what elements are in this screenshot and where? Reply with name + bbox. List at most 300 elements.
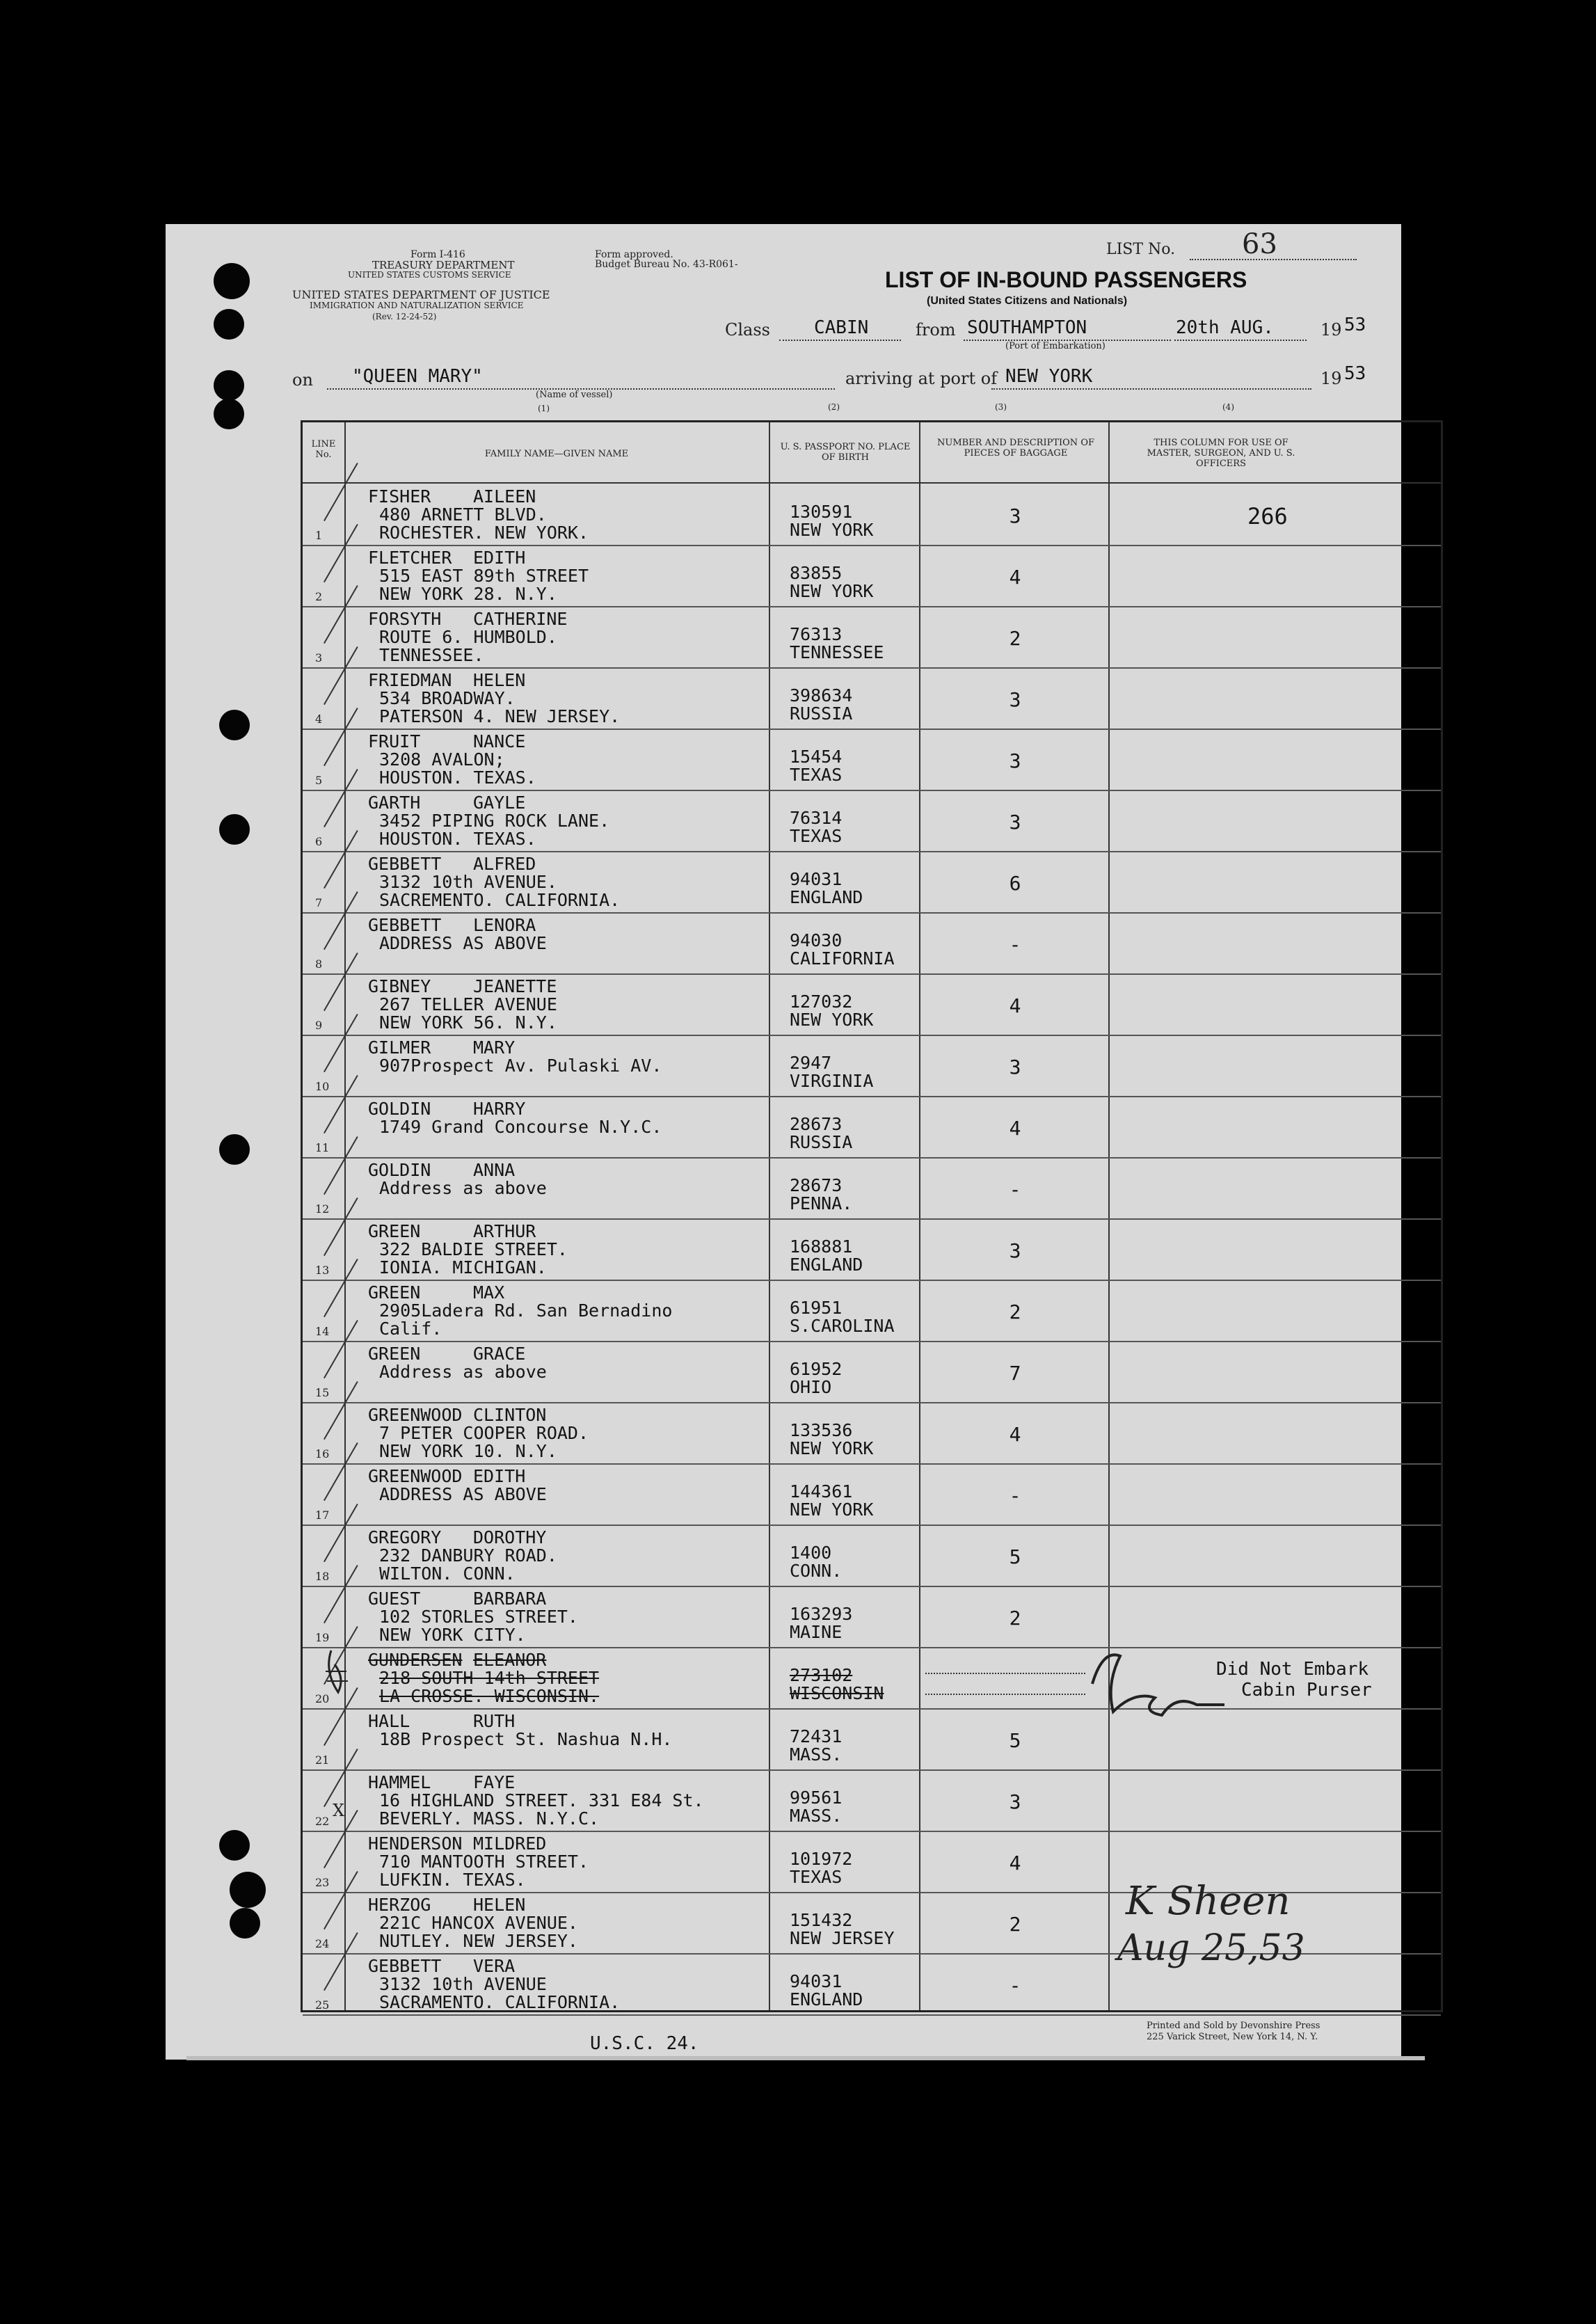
baggage-cell [920, 1096, 1110, 1157]
passport-number: 99561 [790, 1788, 843, 1808]
binder-hole [219, 1830, 250, 1861]
address-line-1: 515 EAST 89th STREET [379, 566, 589, 586]
cabin-purser-note: Cabin Purser [1241, 1680, 1372, 1701]
address-line-1: 2905Ladera Rd. San Bernadino [379, 1300, 673, 1321]
line-number: 1 [315, 529, 323, 542]
family-name: FISHER [368, 486, 431, 507]
address-line-1: ROUTE 6. HUMBOLD. [379, 627, 557, 647]
address-line-1: 232 DANBURY ROAD. [379, 1545, 557, 1566]
line-number: 7 [315, 896, 323, 909]
given-name: FAYE [473, 1772, 516, 1792]
place-of-birth: PENNA. [790, 1193, 853, 1213]
binder-hole [214, 263, 250, 299]
address-line-2: ROCHESTER. NEW YORK. [379, 523, 589, 543]
header-name: FAMILY NAME—GIVEN NAME [484, 449, 629, 459]
address-line-1: ADDRESS AS ABOVE [379, 1484, 547, 1504]
baggage-cell [920, 1892, 1110, 1953]
table-row [303, 1586, 1441, 1648]
address-line-1: Address as above [379, 1178, 547, 1198]
table-row [303, 1402, 1441, 1465]
given-name: ELEANOR [473, 1650, 547, 1670]
line-number: 2 [315, 590, 323, 603]
place-of-birth: NEW YORK [790, 1438, 874, 1458]
given-name: DOROTHY [473, 1527, 547, 1547]
baggage-cell [920, 545, 1110, 606]
address-line-2: SACREMENTO. CALIFORNIA. [379, 890, 621, 910]
col-number-2: (2) [828, 402, 840, 412]
baggage-count: 2 [1009, 1913, 1021, 1936]
passport-number: 28673 [790, 1175, 843, 1195]
baggage-cell [920, 973, 1110, 1035]
baggage-cell [920, 851, 1110, 912]
family-name: GEBBETT [368, 1956, 442, 1976]
page-title: LIST OF IN-BOUND PASSENGERS [885, 267, 1247, 292]
address-line-1: 3132 10th AVENUE. [379, 872, 557, 892]
place-of-birth: CONN. [790, 1561, 843, 1581]
address-line-2: NEW YORK 10. N.Y. [379, 1441, 557, 1461]
family-name: GREENWOOD [368, 1466, 463, 1486]
place-of-birth: MASS. [790, 1806, 843, 1826]
family-name: FORSYTH [368, 609, 442, 629]
binder-hole [214, 399, 244, 429]
given-name: MAX [473, 1282, 505, 1303]
given-name: HELEN [473, 1895, 526, 1915]
passport-number: 101972 [790, 1849, 853, 1869]
baggage-count: - [1009, 1974, 1021, 1997]
address-line-1: ADDRESS AS ABOVE [379, 933, 547, 953]
baggage-cell [920, 1647, 1110, 1708]
printer-line-2: 225 Varick Street, New York 14, N. Y. [1147, 2032, 1318, 2042]
passport-number: 76314 [790, 808, 843, 828]
table-row [303, 1525, 1441, 1587]
line-number: 18 [315, 1570, 330, 1583]
binder-hole [214, 370, 244, 401]
baggage-cell [920, 1035, 1110, 1096]
passport-number: 83855 [790, 563, 843, 583]
table-row [303, 1341, 1441, 1403]
address-line-2: NEW YORK CITY. [379, 1625, 526, 1645]
line-number: 19 [315, 1631, 330, 1644]
given-name: VERA [473, 1956, 516, 1976]
given-name: NANCE [473, 731, 526, 751]
port-line [991, 388, 1311, 390]
baggage-cell [920, 1586, 1110, 1647]
baggage-cell [920, 1341, 1110, 1402]
row22-x-mark: X [333, 1801, 345, 1820]
address-line-1: 1749 Grand Concourse N.Y.C. [379, 1117, 662, 1137]
place-of-birth: MAINE [790, 1622, 843, 1642]
table-row [303, 545, 1441, 607]
arriving-label: arriving at port of [845, 369, 998, 388]
family-name: GARTH [368, 793, 421, 813]
form-number: Form I-416 [410, 249, 465, 260]
vessel-caption: (Name of vessel) [536, 390, 613, 400]
line-number: 22 [315, 1815, 330, 1828]
passport-number: 127032 [790, 992, 853, 1012]
given-name: CLINTON [473, 1405, 547, 1425]
baggage-count: 4 [1009, 994, 1021, 1017]
baggage-count: - [1009, 1484, 1021, 1507]
family-name: FLETCHER [368, 548, 452, 568]
line-number: 11 [315, 1141, 330, 1154]
binder-hole [230, 1872, 266, 1908]
not-embark-dots [925, 1694, 1085, 1695]
place-of-birth: NEW YORK [790, 581, 874, 601]
address-line-1: 322 BALDIE STREET. [379, 1239, 568, 1259]
passport-number: 133536 [790, 1420, 853, 1440]
budget-bureau: Budget Bureau No. 43-R061- [595, 259, 738, 270]
passport-number: 2947 [790, 1053, 832, 1073]
place-of-birth: NEW YORK [790, 520, 874, 540]
given-name: EDITH [473, 1466, 526, 1486]
passport-number: 163293 [790, 1604, 853, 1624]
address-line-1: 480 ARNETT BLVD. [379, 504, 547, 525]
given-name: LENORA [473, 915, 536, 935]
place-of-birth: ENGLAND [790, 887, 863, 907]
family-name: GREEN [368, 1344, 421, 1364]
address-line-1: 221C HANCOX AVENUE. [379, 1913, 578, 1933]
list-no-label: LIST No. [1106, 241, 1176, 258]
baggage-count: 3 [1009, 1056, 1021, 1079]
given-name: JEANETTE [473, 976, 557, 996]
line-number: 14 [315, 1325, 330, 1338]
binder-hole [219, 1134, 250, 1165]
baggage-count: 3 [1009, 811, 1021, 834]
officer-signature-date: Aug 25,53 [1117, 1927, 1305, 1969]
place-of-birth: WISCONSIN [790, 1683, 884, 1703]
revision: (Rev. 12-24-52) [372, 312, 437, 321]
line-number: 17 [315, 1509, 330, 1522]
baggage-count: 3 [1009, 504, 1021, 527]
table-row [303, 1769, 1441, 1832]
from-label: from [916, 320, 956, 340]
date-value: 20th AUG. [1176, 317, 1274, 338]
family-name: GILMER [368, 1037, 431, 1058]
table-row [303, 667, 1441, 730]
line-number: 24 [315, 1937, 330, 1950]
baggage-count: 3 [1009, 688, 1021, 711]
family-name: FRIEDMAN [368, 670, 452, 690]
family-name: GUEST [368, 1589, 421, 1609]
year-prefix: 19 [1320, 320, 1342, 340]
address-line-1: 907Prospect Av. Pulaski AV. [379, 1056, 662, 1076]
baggage-count: 5 [1009, 1729, 1021, 1752]
place-of-birth: RUSSIA [790, 1132, 853, 1152]
family-name: HERZOG [368, 1895, 431, 1915]
not-embark-dots [925, 1673, 1085, 1674]
table-row [303, 606, 1441, 669]
baggage-count: 2 [1009, 1607, 1021, 1630]
usc-number: U.S.C. 24. [590, 2033, 699, 2054]
baggage-cell [920, 1953, 1110, 2014]
address-line-2: Calif. [379, 1319, 442, 1339]
date-line [1174, 340, 1307, 341]
baggage-cell [920, 1280, 1110, 1341]
address-line-2: NUTLEY. NEW JERSEY. [379, 1931, 578, 1951]
address-line-1: 218 SOUTH 14th STREET [379, 1668, 600, 1688]
address-line-2: TENNESSEE. [379, 645, 484, 665]
table-row [303, 1035, 1441, 1097]
line-number: 6 [315, 835, 323, 848]
given-name: RUTH [473, 1711, 516, 1731]
col-number-3: (3) [995, 402, 1007, 412]
given-name: ANNA [473, 1160, 516, 1180]
family-name: GEBBETT [368, 854, 442, 874]
family-name: GEBBETT [368, 915, 442, 935]
place-of-birth: VIRGINIA [790, 1071, 874, 1091]
baggage-count: 7 [1009, 1362, 1021, 1385]
baggage-count: 2 [1009, 627, 1021, 650]
passenger-table [301, 420, 1443, 2012]
table-row [303, 1157, 1441, 1220]
address-line-1: 7 PETER COOPER ROAD. [379, 1423, 589, 1443]
port-of-embarkation-caption: (Port of Embarkation) [1005, 341, 1106, 351]
address-line-2: LUFKIN. TEXAS. [379, 1870, 526, 1890]
baggage-cell [920, 790, 1110, 851]
line-number: 25 [315, 1998, 330, 2012]
customs-service: UNITED STATES CUSTOMS SERVICE [348, 270, 511, 280]
arrival-port: NEW YORK [1005, 366, 1093, 387]
passport-number: 94030 [790, 930, 843, 950]
line-number: 20 [315, 1692, 330, 1705]
table-row [303, 1280, 1441, 1342]
given-name: GRACE [473, 1344, 526, 1364]
address-line-1: 534 BROADWAY. [379, 688, 516, 708]
line-number: 10 [315, 1080, 330, 1093]
family-name: GREGORY [368, 1527, 442, 1547]
family-name: HENDERSON [368, 1833, 463, 1854]
family-name: FRUIT [368, 731, 421, 751]
baggage-cell [920, 606, 1110, 667]
line-number: 23 [315, 1876, 330, 1889]
given-name: BARBARA [473, 1589, 547, 1609]
line-number: 16 [315, 1447, 330, 1461]
address-line-1: Address as above [379, 1362, 547, 1382]
place-of-birth: NEW JERSEY [790, 1928, 895, 1948]
family-name: GIBNEY [368, 976, 431, 996]
binder-hole [219, 814, 250, 845]
line-number: 13 [315, 1264, 330, 1277]
from-value: SOUTHAMPTON [967, 317, 1087, 338]
passport-number: 28673 [790, 1114, 843, 1134]
address-line-1: 3132 10th AVENUE [379, 1974, 547, 1994]
sheet-edge [186, 2056, 1425, 2060]
address-line-2: HOUSTON. TEXAS. [379, 767, 536, 788]
place-of-birth: OHIO [790, 1377, 832, 1397]
header-line-no: LINE No. [311, 439, 336, 460]
baggage-cell [920, 1831, 1110, 1892]
passport-number: 168881 [790, 1236, 853, 1257]
place-of-birth: TENNESSEE [790, 642, 884, 662]
table-row [303, 1463, 1441, 1526]
family-name: GOLDIN [368, 1099, 431, 1119]
baggage-cell [920, 912, 1110, 973]
passport-number: 15454 [790, 747, 843, 767]
table-row [303, 1096, 1441, 1159]
given-name: CATHERINE [473, 609, 568, 629]
address-line-2: BEVERLY. MASS. N.Y.C. [379, 1808, 600, 1829]
table-row [303, 912, 1441, 975]
baggage-count: 4 [1009, 566, 1021, 589]
binder-hole [219, 710, 250, 740]
table-row [303, 790, 1441, 852]
table-row [303, 1218, 1441, 1281]
page-subtitle: (United States Citizens and Nationals) [927, 295, 1128, 307]
baggage-cell [920, 1769, 1110, 1831]
printer-line-1: Printed and Sold by Devonshire Press [1147, 2021, 1320, 2031]
family-name: GUNDERSEN [368, 1650, 463, 1670]
given-name: MILDRED [473, 1833, 547, 1854]
did-not-embark-note: Did Not Embark [1216, 1659, 1369, 1680]
list-no-line [1190, 259, 1357, 260]
baggage-count: - [1009, 933, 1021, 956]
class-line [779, 340, 901, 341]
list-no-value: 63 [1242, 228, 1277, 260]
address-line-1: 267 TELLER AVENUE [379, 994, 557, 1014]
place-of-birth: TEXAS [790, 765, 843, 785]
baggage-count: 5 [1009, 1545, 1021, 1568]
place-of-birth: NEW YORK [790, 1010, 874, 1030]
given-name: HELEN [473, 670, 526, 690]
line-number: 12 [315, 1202, 330, 1216]
passport-number: 273102 [790, 1665, 853, 1685]
given-name: HARRY [473, 1099, 526, 1119]
baggage-count: - [1009, 1178, 1021, 1201]
passport-number: 94031 [790, 869, 843, 889]
treasury-dept: TREASURY DEPARTMENT [372, 259, 515, 271]
year2-prefix: 19 [1320, 369, 1342, 388]
line-number: 3 [315, 651, 323, 664]
binder-hole [214, 309, 244, 340]
baggage-cell [920, 1525, 1110, 1586]
place-of-birth: NEW YORK [790, 1499, 874, 1520]
place-of-birth: CALIFORNIA [790, 948, 895, 969]
line-number: 8 [315, 957, 323, 971]
baggage-count: 4 [1009, 1117, 1021, 1140]
passport-number: 61952 [790, 1359, 843, 1379]
passport-number: 94031 [790, 1971, 843, 1991]
address-line-2: PATERSON 4. NEW JERSEY. [379, 706, 621, 726]
on-label: on [292, 370, 313, 390]
address-line-2: WILTON. CONN. [379, 1563, 516, 1584]
form-approved: Form approved. [595, 249, 673, 260]
passport-number: 1400 [790, 1543, 832, 1563]
place-of-birth: ENGLAND [790, 1255, 863, 1275]
year2-value: 53 [1344, 363, 1366, 384]
address-line-1: 18B Prospect St. Nashua N.H. [379, 1729, 673, 1749]
baggage-count: 6 [1009, 872, 1021, 895]
baggage-count: 3 [1009, 749, 1021, 772]
table-row [303, 851, 1441, 914]
col-number-4: (4) [1222, 402, 1234, 412]
given-name: AILEEN [473, 486, 536, 507]
address-line-2: SACRAMENTO. CALIFORNIA. [379, 1992, 621, 2012]
baggage-cell [920, 1708, 1110, 1769]
address-line-2: NEW YORK 28. N.Y. [379, 584, 557, 604]
binder-hole [230, 1908, 260, 1939]
address-line-1: 102 STORLES STREET. [379, 1607, 578, 1627]
passport-number: 130591 [790, 502, 853, 522]
passport-number: 398634 [790, 685, 853, 706]
officer-number: 266 [1247, 503, 1288, 530]
baggage-count: 3 [1009, 1790, 1021, 1813]
baggage-cell [920, 1463, 1110, 1525]
table-row [303, 1708, 1441, 1771]
class-value: CABIN [814, 317, 869, 338]
address-line-1: 16 HIGHLAND STREET. 331 E84 St. [379, 1790, 704, 1810]
baggage-cell [920, 484, 1110, 545]
baggage-cell [920, 1402, 1110, 1463]
line-number: 9 [315, 1019, 323, 1032]
family-name: HAMMEL [368, 1772, 431, 1792]
given-name: EDITH [473, 548, 526, 568]
line-number: 5 [315, 774, 323, 787]
given-name: ARTHUR [473, 1221, 536, 1241]
given-name: GAYLE [473, 793, 526, 813]
family-name: GOLDIN [368, 1160, 431, 1180]
line-number: 21 [315, 1753, 330, 1767]
officer-signature: K Sheen [1126, 1879, 1291, 1924]
given-name: ALFRED [473, 854, 536, 874]
baggage-count: 2 [1009, 1300, 1021, 1323]
baggage-count: 3 [1009, 1239, 1021, 1262]
passport-number: 61951 [790, 1298, 843, 1318]
passport-number: 151432 [790, 1910, 853, 1930]
check-tick [324, 463, 358, 521]
line-number: 15 [315, 1386, 330, 1399]
address-line-1: 3452 PIPING ROCK LANE. [379, 811, 610, 831]
given-name: MARY [473, 1037, 516, 1058]
header-baggage: NUMBER AND DESCRIPTION OF PIECES OF BAGGAGE [936, 438, 1094, 459]
header-passport: U. S. PASSPORT NO. PLACE OF BIRTH [780, 442, 911, 463]
immigration-service: IMMIGRATION AND NATURALIZATION SERVICE [310, 301, 524, 310]
place-of-birth: MASS. [790, 1744, 843, 1765]
address-line-2: LA CROSSE. WISCONSIN. [379, 1686, 600, 1706]
address-line-1: 3208 AVALON; [379, 749, 505, 770]
passport-number: 72431 [790, 1726, 843, 1746]
address-line-2: HOUSTON. TEXAS. [379, 829, 536, 849]
place-of-birth: TEXAS [790, 826, 843, 846]
baggage-count: 4 [1009, 1852, 1021, 1875]
baggage-cell [920, 667, 1110, 729]
address-line-1: 710 MANTOOTH STREET. [379, 1852, 589, 1872]
header-officers: THIS COLUMN FOR USE OF MASTER, SURGEON, AND U. S. OFFICERS [1147, 438, 1295, 469]
year-value: 53 [1344, 315, 1366, 335]
baggage-count: 4 [1009, 1423, 1021, 1446]
baggage-cell [920, 1157, 1110, 1218]
vessel-name: "QUEEN MARY" [352, 366, 483, 387]
table-row [303, 729, 1441, 791]
family-name: GREEN [368, 1221, 421, 1241]
baggage-cell [920, 1218, 1110, 1280]
family-name: HALL [368, 1711, 410, 1731]
family-name: GREEN [368, 1282, 421, 1303]
passport-number: 76313 [790, 624, 843, 644]
class-label: Class [725, 320, 770, 340]
place-of-birth: TEXAS [790, 1867, 843, 1887]
passport-number: 144361 [790, 1481, 853, 1502]
place-of-birth: S.CAROLINA [790, 1316, 895, 1336]
place-of-birth: ENGLAND [790, 1989, 863, 2009]
table-row [303, 973, 1441, 1036]
address-line-2: NEW YORK 56. N.Y. [379, 1012, 557, 1033]
family-name: GREENWOOD [368, 1405, 463, 1425]
baggage-cell [920, 729, 1110, 790]
address-line-2: IONIA. MICHIGAN. [379, 1257, 547, 1278]
col-number-1: (1) [538, 404, 550, 413]
place-of-birth: RUSSIA [790, 703, 853, 724]
line-number: 4 [315, 713, 323, 726]
